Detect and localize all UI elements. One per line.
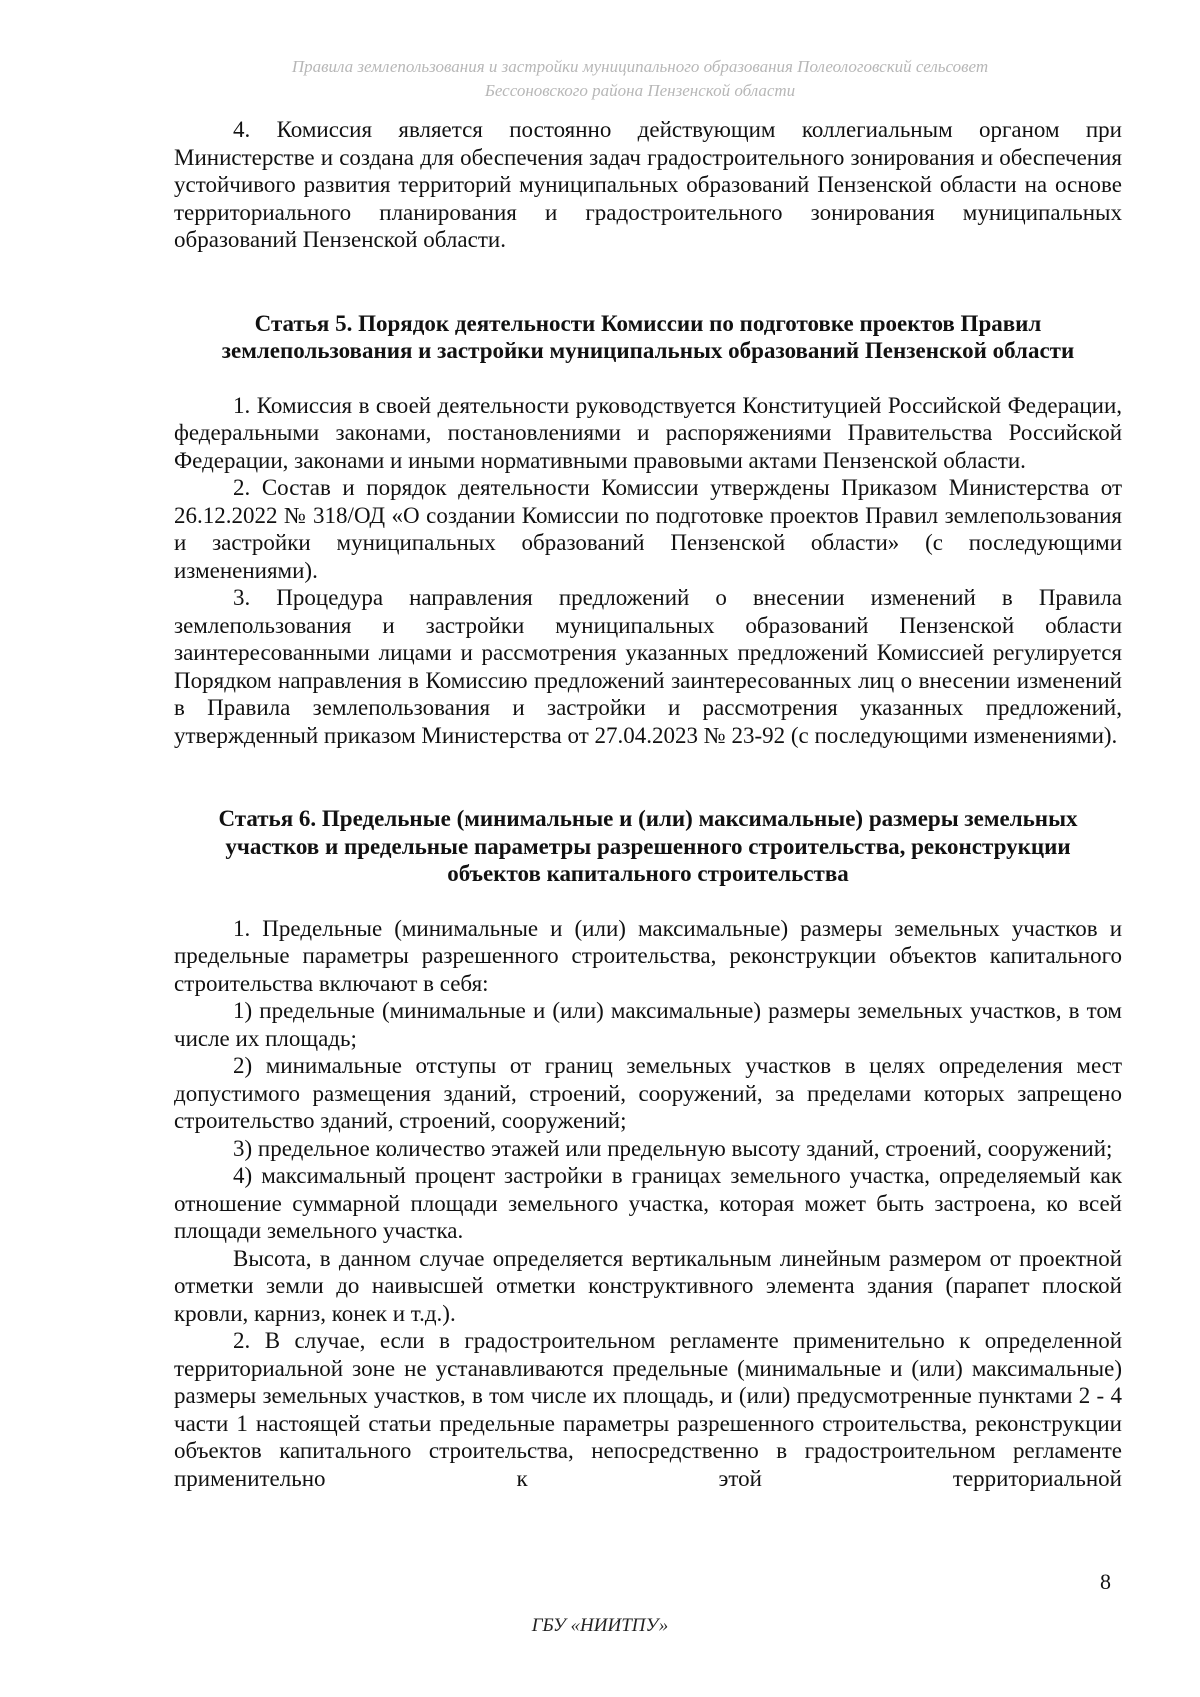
- article-5-heading-line-1: Статья 5. Порядок деятельности Комиссии по подготовке проектов Правил: [254, 310, 1042, 336]
- spacer: [174, 365, 1122, 392]
- paragraph-commission-status: 4. Комиссия является постоянно действующим коллегиальным органом при Министерстве и создана для обеспечения задач градостроительного зонирования и обеспечения устойчивого развития территорий муниципальных образований Пензенской области на основе территориального планирования и градостроительного зонирования муниципальных образований Пензенской области.: [174, 117, 1122, 252]
- article-5-paragraph-3: 3. Процедура направления предложений о внесении изменений в Правила землепользования и застройки муниципальных образований Пензенской области заинтересованными лицами и рассмотрения указанных предложений Комиссией регулируется Порядком направления в Комиссию предложений заинтересованных лиц о внесении изменений в Правила землепользования и застройки и рассмотрения указанных предложений, утвержденный приказом Министерства от 27.04.2023 № 23-92 (с последующими изменениями).: [174, 585, 1122, 748]
- article-6-list-item-1: 1) предельные (минимальные и (или) максимальные) размеры земельных участков, в том числе их площадь;: [174, 998, 1122, 1051]
- page-number: 8: [1100, 1569, 1111, 1594]
- article-6-heading-line-3: объектов капитального строительства: [447, 861, 849, 886]
- article-6-heading: [174, 805, 1122, 888]
- running-footer: ГБУ «НИИТПУ»: [531, 1615, 669, 1636]
- article-6-list-item-3: 3) предельное количество этажей или предельную высоту зданий, строений, сооружений;: [233, 1135, 1113, 1161]
- running-header-line-1: Правила землепользования и застройки муниципального образования Полеологовский сельсовет: [291, 57, 989, 76]
- article-6-list-item-2: 2) минимальные отступы от границ земельных участков в целях определения мест допустимого размещения зданий, строений, сооружений, за пределами которых запрещено строительство зданий, строений, сооружений;: [174, 1053, 1122, 1133]
- spacer: [174, 888, 1122, 915]
- article-5-paragraph-2: 2. Состав и порядок деятельности Комиссии утверждены Приказом Министерства от 26.12.2022 № 318/ОД «О создании Комиссии по подготовке проектов Правил землепользования и застройки муниципальных образований Пензенской области» (с последующими изменениями).: [174, 475, 1122, 583]
- article-5-paragraph-1: 1. Комиссия в своей деятельности руководствуется Конституцией Российской Федерации, федеральными законами, постановлениями и распоряжениями Правительства Российской Федерации, законами и иными нормативными правовыми актами Пензенской области.: [174, 392, 1122, 473]
- spacer: [174, 749, 1122, 805]
- article-5-heading-line-2: землепользования и застройки муниципальных образований Пензенской области: [221, 338, 1075, 363]
- running-header-line-2: Бессоновского района Пензенской области: [484, 81, 796, 100]
- article-6-paragraph-1: 1. Предельные (минимальные и (или) максимальные) размеры земельных участков и предельные параметры разрешенного строительства, реконструкции объектов капитального строительства включают в себя:: [174, 915, 1122, 996]
- document-body: [174, 116, 1122, 1492]
- running-header: [200, 55, 1080, 103]
- article-6-heading-line-2: участков и предельные параметры разрешенного строительства, реконструкции: [225, 833, 1071, 859]
- article-5-heading: [174, 310, 1122, 365]
- article-6-heading-line-1: Статья 6. Предельные (минимальные и (или) максимальные) размеры земельных: [218, 806, 1078, 831]
- article-6-paragraph-2: 2. В случае, если в градостроительном регламенте применительно к определенной территориальной зоне не устанавливаются предельные (минимальные и (или) максимальные) размеры земельных участков, в том числе их площадь, и (или) предусмотренные пунктами 2 - 4 части 1 настоящей статьи предельные параметры разрешенного строительства, реконструкции объектов капитального строительства, непосредственно в градостроительном регламенте применительно к этой территориальной: [174, 1328, 1122, 1491]
- article-6-height-note: Высота, в данном случае определяется вертикальным линейным размером от проектной отметки земли до наивысшей отметки конструктивного элемента здания (парапет плоской кровли, карниз, конек и т.д.).: [174, 1245, 1122, 1326]
- spacer: [174, 254, 1122, 310]
- article-6-list-item-4: 4) максимальный процент застройки в границах земельного участка, определяемый как отношение суммарной площади земельного участка, которая может быть застроена, ко всей площади земельного участка.: [174, 1163, 1122, 1243]
